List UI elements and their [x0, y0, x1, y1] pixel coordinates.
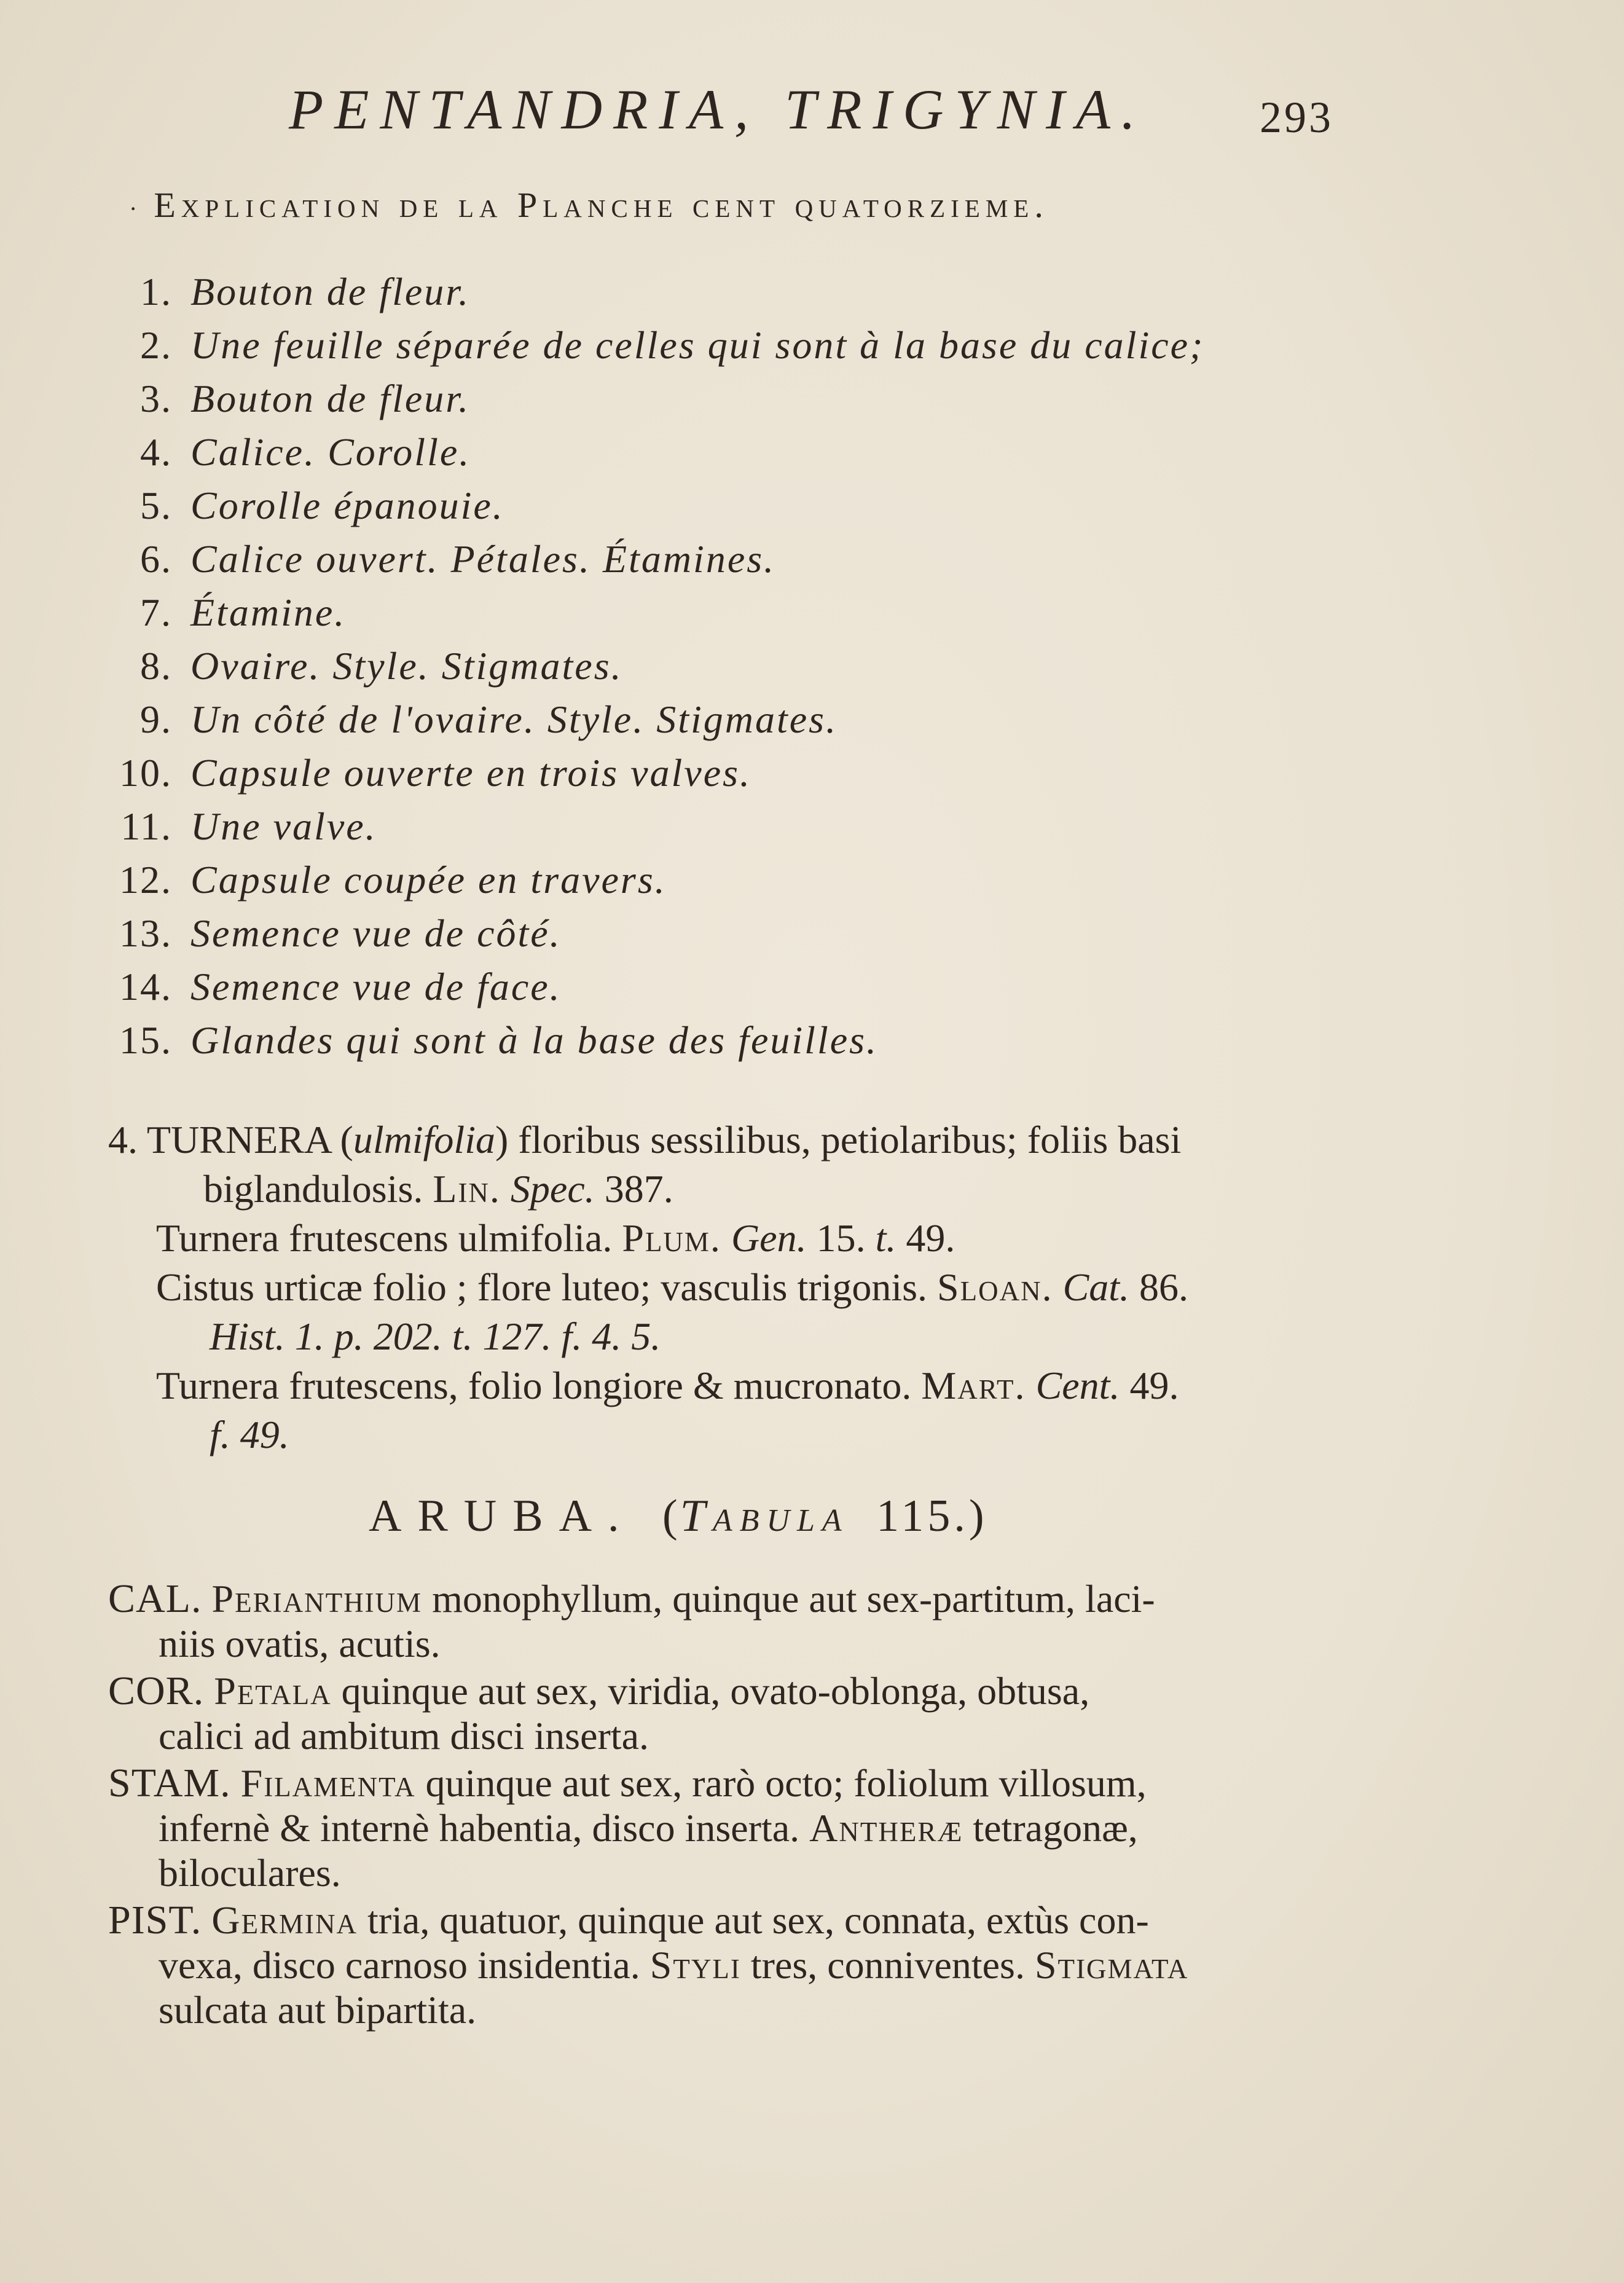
legend-number: 14.	[119, 965, 172, 1008]
genus-description	[108, 1576, 1368, 2035]
genus-name: ARUBA.	[369, 1491, 635, 1541]
pistil-description	[108, 1898, 1368, 2032]
species-entry	[108, 1115, 1362, 1460]
legend-number: 6.	[140, 537, 172, 581]
legend-number: 7.	[140, 591, 172, 634]
corolla-description	[108, 1668, 1368, 1758]
species-line: Hist. 1. p. 202. t. 127. f. 4. 5.	[210, 1314, 661, 1358]
plate-title-text: Explication de la Planche cent quatorzieme.	[154, 185, 1049, 225]
legend-number: 12.	[119, 858, 172, 902]
page-number: 293	[1260, 93, 1333, 142]
desc-line	[108, 1576, 1368, 1621]
legend-text: Une feuille séparée de celles qui sont à la base du calice;	[190, 323, 1205, 367]
desc-text: quinque aut sex, rarò octo; foliolum villosum,	[425, 1761, 1147, 1805]
running-title: PENTANDRIA, TRIGYNIA.	[289, 78, 1147, 141]
tabula-number: 115.)	[876, 1491, 988, 1541]
reference-number: 49.	[1129, 1364, 1179, 1407]
legend-number: 13.	[119, 911, 172, 955]
part-term: Antheræ	[809, 1806, 963, 1850]
reference-number: 49.	[906, 1216, 955, 1260]
tabula-word: Tabula	[680, 1491, 849, 1541]
desc-line	[108, 1806, 1368, 1850]
work-abbrev: Cat.	[1062, 1265, 1130, 1309]
legend-number: 9.	[140, 697, 172, 741]
part-term: Perianthium	[211, 1577, 423, 1621]
reference-number: 387.	[604, 1167, 673, 1211]
species-line: f. 49.	[210, 1413, 289, 1456]
author-abbrev: Mart.	[921, 1364, 1026, 1407]
species-line	[108, 1263, 1362, 1312]
legend-item	[92, 430, 1383, 483]
legend-item	[92, 323, 1383, 376]
desc-text: niis ovatis, acutis.	[159, 1622, 441, 1665]
species-line	[108, 1361, 1362, 1410]
legend-text: Calice. Corolle.	[190, 430, 471, 474]
legend-text: Semence vue de face.	[190, 965, 562, 1008]
author-abbrev: Lin.	[433, 1167, 501, 1211]
legend-text: Capsule ouverte en trois valves.	[190, 751, 751, 795]
plate-legend-list	[92, 269, 1383, 1071]
legend-text: Ovaire. Style. Stigmates.	[190, 644, 623, 688]
species-line	[108, 1214, 1362, 1263]
part-term: Filamenta	[240, 1761, 416, 1805]
work-abbrev: Gen.	[731, 1216, 807, 1260]
calyx-description	[108, 1576, 1368, 1666]
legend-text: Semence vue de côté.	[190, 911, 562, 955]
desc-line	[108, 1668, 1368, 1713]
work-abbrev: t.	[875, 1216, 896, 1260]
desc-text: monophyllum, quinque aut sex-partitum, laci-	[432, 1577, 1155, 1621]
desc-line	[108, 1761, 1368, 1806]
legend-number: 11.	[120, 804, 172, 848]
tabula-open: (	[662, 1491, 680, 1541]
legend-item	[92, 750, 1383, 804]
species-text: Cistus urticæ folio ; flore luteo; vasculis trigonis.	[156, 1265, 937, 1309]
species-text: ) floribus sessilibus, petiolaribus; foliis basi	[495, 1118, 1182, 1161]
desc-text: calici ad ambitum disci inserta.	[159, 1714, 649, 1758]
reference-number: 86.	[1139, 1265, 1189, 1309]
desc-line	[108, 1898, 1368, 1943]
dot-mark: ·	[129, 195, 143, 222]
legend-item	[92, 536, 1383, 590]
legend-text: Bouton de fleur.	[190, 377, 471, 420]
legend-item	[92, 911, 1383, 964]
part-label: STAM.	[108, 1761, 231, 1806]
legend-number: 3.	[140, 377, 172, 420]
desc-text: biloculares.	[159, 1851, 341, 1895]
legend-number: 2.	[140, 323, 172, 367]
desc-text: tetragonæ,	[973, 1806, 1138, 1850]
legend-item	[92, 483, 1383, 536]
legend-number: 8.	[140, 644, 172, 688]
legend-item	[92, 857, 1383, 911]
author-abbrev: Sloan.	[937, 1265, 1053, 1309]
legend-item	[92, 643, 1383, 697]
part-label: PIST.	[108, 1898, 202, 1943]
legend-text: Un côté de l'ovaire. Style. Stigmates.	[190, 697, 838, 741]
desc-text: vexa, disco carnoso insidentia.	[159, 1943, 650, 1987]
species-text: biglandulosis.	[203, 1167, 433, 1211]
desc-text: tria, quatuor, quinque aut sex, connata, extùs con-	[367, 1898, 1149, 1942]
desc-text: sulcata aut bipartita.	[159, 1988, 477, 2032]
work-abbrev: Spec.	[510, 1167, 595, 1211]
part-label: CAL.	[108, 1576, 202, 1621]
legend-text: Étamine.	[190, 591, 347, 634]
legend-text: Une valve.	[190, 804, 377, 848]
part-label: COR.	[108, 1668, 205, 1713]
legend-number: 1.	[140, 270, 172, 313]
legend-item	[92, 590, 1383, 643]
legend-item	[92, 697, 1383, 750]
legend-text: Corolle épanouie.	[190, 484, 504, 527]
legend-number: 10.	[119, 751, 172, 795]
genus-heading	[369, 1490, 988, 1542]
legend-number: 15.	[119, 1018, 172, 1062]
legend-item	[92, 804, 1383, 857]
legend-item	[92, 964, 1383, 1018]
part-term: Styli	[649, 1943, 741, 1987]
legend-text: Capsule coupée en travers.	[190, 858, 667, 902]
legend-text: Glandes qui sont à la base des feuilles.	[190, 1018, 879, 1062]
legend-text: Bouton de fleur.	[190, 270, 471, 313]
species-text: 4. TURNERA (	[108, 1118, 353, 1161]
desc-text: infernè & internè habentia, disco inserta.	[159, 1806, 810, 1850]
legend-item	[92, 376, 1383, 430]
desc-text: tres, conniventes.	[750, 1943, 1035, 1987]
legend-item	[92, 269, 1383, 323]
legend-number: 5.	[140, 484, 172, 527]
part-term: Germina	[211, 1898, 358, 1942]
species-line	[108, 1165, 1362, 1214]
work-abbrev: Cent.	[1035, 1364, 1120, 1407]
stamen-description	[108, 1761, 1368, 1895]
legend-number: 4.	[140, 430, 172, 474]
desc-text: quinque aut sex, viridia, ovato-oblonga, obtusa,	[341, 1669, 1090, 1713]
species-epithet: ulmifolia	[353, 1118, 495, 1161]
author-abbrev: Plum.	[622, 1216, 721, 1260]
legend-item	[92, 1018, 1383, 1071]
plate-explanation-title	[129, 184, 1049, 226]
desc-line	[108, 1943, 1368, 1987]
part-term: Petala	[214, 1669, 332, 1713]
species-text: Turnera frutescens ulmifolia.	[156, 1216, 622, 1260]
species-line	[108, 1115, 1362, 1165]
reference-number: 15.	[816, 1216, 866, 1260]
part-term: Stigmata	[1034, 1943, 1189, 1987]
species-text: Turnera frutescens, folio longiore & mucronato.	[156, 1364, 922, 1407]
legend-text: Calice ouvert. Pétales. Étamines.	[190, 537, 776, 581]
